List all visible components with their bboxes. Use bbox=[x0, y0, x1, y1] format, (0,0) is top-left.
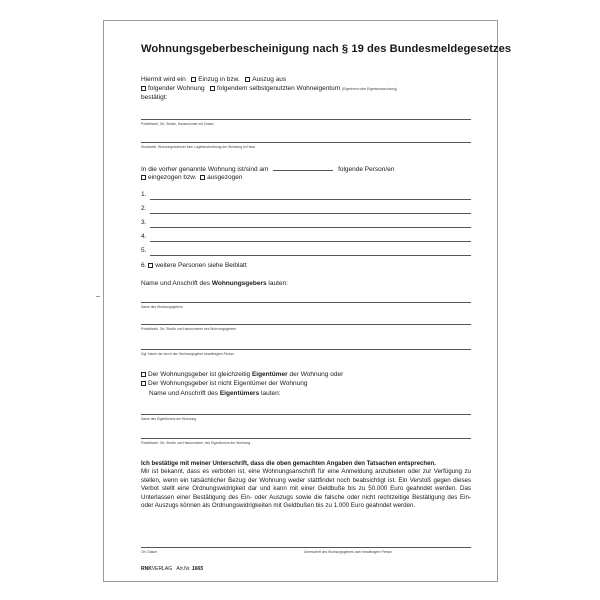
geber-label-bold: Wohnungsgebers bbox=[211, 280, 267, 287]
eigentuemer-name-line[interactable] bbox=[141, 414, 471, 415]
persons-intro bbox=[141, 165, 394, 174]
art-number: 1665 bbox=[191, 566, 203, 572]
eigentuemer-nein-checkbox[interactable] bbox=[141, 381, 146, 386]
form-title: Wohnungsgeberbescheinigung nach § 19 des Bundesmeldegesetzes bbox=[141, 43, 512, 55]
eigentuemer-address-hint: Postleitzahl, Ort, Straße und Hausnummer, des Eigentümers der Wohnung bbox=[141, 441, 251, 445]
declaration-text: Mir ist bekannt, dass es verboten ist, eine Wohnungsanschrift für eine Anmeldung anzubieten oder zur Verfügung zu stellen, wenn ein tatsächlicher Bezug der Wohnung weder stattfindet noch beabsichtigt ist. Ein Verstoß gegen dieses Verbot stellt eine Ordnungswidrigkeit dar und kann mit einer Geldbuße bis zu 50.000 Euro geahndet werden. Das Unterlassen einer Bestätigung des Ein- oder Auszugs sowie die falsche oder nicht rechtzeitige Bestätigung des Ein- oder Auszugs können als Ordnungswidrigkeiten mit Geldbußen bis zu 1.000 Euro geahndet werden. bbox=[141, 468, 471, 510]
ort-datum-hint: Ort, Datum bbox=[141, 550, 158, 554]
geber-label bbox=[141, 280, 288, 288]
eigentuemer-nein-label: Der Wohnungsgeber ist nicht Eigentümer der Wohnung bbox=[148, 380, 308, 387]
geber-label-pre: Name und Anschrift des bbox=[141, 280, 212, 287]
person-number-6: 6. bbox=[141, 262, 147, 269]
unterschrift-hint: Unterschrift des Wohnungsgebers oder beauftragten Person bbox=[304, 550, 393, 554]
selbstgenutzt-note: (Eigenheim oder Eigentumswohnung) bbox=[341, 87, 398, 91]
art-label: Art.Nr. bbox=[176, 566, 191, 572]
form-page bbox=[103, 20, 512, 582]
intro-line-2 bbox=[141, 85, 397, 93]
person-6-line bbox=[141, 262, 247, 270]
geber-address-line[interactable] bbox=[141, 324, 471, 325]
geber-label-post: lauten: bbox=[266, 280, 288, 287]
signature-line[interactable] bbox=[141, 547, 471, 548]
geber-name-line[interactable] bbox=[141, 302, 471, 303]
einzug-checkbox[interactable] bbox=[191, 77, 196, 82]
selbstgenutzt-checkbox[interactable] bbox=[210, 86, 215, 91]
eigentuemer-ja-post: der Wohnung oder bbox=[287, 371, 344, 378]
eigentuemer-label-pre: Name und Anschrift des bbox=[149, 390, 220, 397]
person-line-5[interactable] bbox=[150, 255, 471, 256]
address-hint: Postleitzahl, Ort, Straße, Hausnummer mit Zusatz bbox=[141, 122, 214, 126]
person-line-3[interactable] bbox=[150, 227, 471, 228]
person-line-1[interactable] bbox=[150, 199, 471, 200]
weitere-personen-label: weitere Personen siehe Beiblatt bbox=[155, 262, 247, 269]
ausgezogen-checkbox[interactable] bbox=[200, 175, 205, 180]
auszug-checkbox[interactable] bbox=[245, 77, 250, 82]
person-number-1: 1. bbox=[141, 191, 147, 198]
folgender-wohnung-label: folgender Wohnung bbox=[148, 85, 205, 92]
einzug-label: Einzug in bzw. bbox=[198, 76, 240, 83]
eigentuemer-ja-checkbox[interactable] bbox=[141, 372, 146, 377]
intro-line-1 bbox=[141, 76, 286, 84]
beauftragt-hint: Ggf. Name der durch den Wohnungsgeber beauftragten Person bbox=[141, 352, 235, 356]
eigentuemer-label-bold: Eigentümers bbox=[219, 390, 260, 397]
eigentuemer-address-line[interactable] bbox=[141, 438, 471, 439]
person-number-5: 5. bbox=[141, 247, 147, 254]
address-line[interactable] bbox=[141, 119, 471, 120]
person-number-2: 2. bbox=[141, 205, 147, 212]
geber-name-hint: Name des Wohnungsgebers bbox=[141, 305, 183, 309]
person-line-4[interactable] bbox=[150, 241, 471, 242]
eigentuemer-option-2 bbox=[141, 380, 307, 388]
ausgezogen-label: ausgezogen bbox=[207, 174, 243, 181]
eigentuemer-ja-pre: Der Wohnungsgeber ist gleichzeitig bbox=[148, 371, 252, 378]
selbstgenutzt-label: folgendem selbstgenutzten Wohneigentum bbox=[217, 85, 341, 92]
floor-hint: Stockwerk, Wohnungsnummer bzw. Lagebeschreibung der Wohnung im Haus bbox=[141, 145, 256, 149]
bestaetigt-label: bestätigt: bbox=[141, 94, 168, 101]
persons-type-line bbox=[141, 174, 242, 182]
eingezogen-label: eingezogen bzw. bbox=[148, 174, 197, 181]
weitere-personen-checkbox[interactable] bbox=[148, 263, 153, 268]
brand-bold: RNK bbox=[141, 566, 152, 572]
declaration-bold: Ich bestätige mit meiner Unterschrift, dass die oben gemachten Angaben den Tatsachen entsprechen. bbox=[141, 460, 436, 467]
brand-rest: VERLAG bbox=[151, 566, 173, 572]
declaration-paragraph bbox=[141, 460, 471, 510]
eigentuemer-label bbox=[149, 390, 281, 398]
intro-hiermit: Hiermit wird ein bbox=[141, 76, 186, 83]
persons-tail: folgende Person/en bbox=[338, 166, 395, 173]
floor-line[interactable] bbox=[141, 142, 471, 143]
footer bbox=[141, 566, 203, 572]
person-line-2[interactable] bbox=[150, 213, 471, 214]
folgender-wohnung-checkbox[interactable] bbox=[141, 86, 146, 91]
person-number-3: 3. bbox=[141, 219, 147, 226]
geber-address-hint: Postleitzahl, Ort, Straße und Hausnummer des Wohnungsgebers bbox=[141, 327, 237, 331]
persons-lead: In die vorher genannte Wohnung ist/sind am bbox=[141, 166, 269, 173]
eigentuemer-name-hint: Name des Eigentümers der Wohnung bbox=[141, 417, 197, 421]
eigentuemer-label-post: lauten: bbox=[259, 390, 281, 397]
move-date-field[interactable] bbox=[273, 165, 333, 171]
beauftragt-line[interactable] bbox=[141, 349, 471, 350]
person-number-4: 4. bbox=[141, 233, 147, 240]
auszug-label: Auszug aus bbox=[252, 76, 287, 83]
fold-mark bbox=[96, 296, 100, 297]
eingezogen-checkbox[interactable] bbox=[141, 175, 146, 180]
eigentuemer-option-1 bbox=[141, 371, 343, 379]
eigentuemer-ja-bold: Eigentümer bbox=[251, 371, 288, 378]
